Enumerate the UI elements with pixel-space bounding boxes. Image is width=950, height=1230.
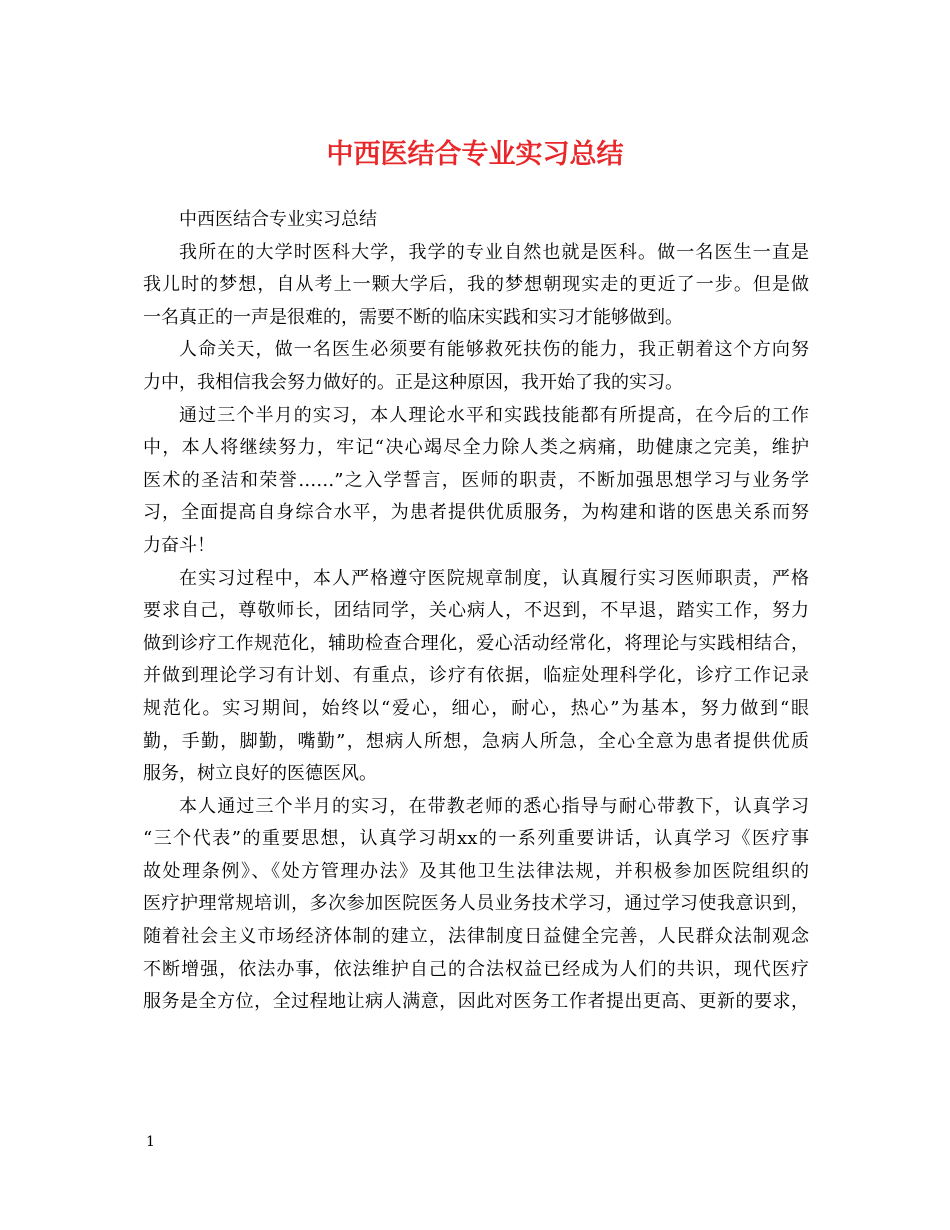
text-line: 人命关天，做一名医生必须要有能够救死扶伤的能力，我正朝着这个方向努 [179,339,809,361]
text-line: 力中，我相信我会努力做好的。正是这种原因，我开始了我的实习。 [143,371,683,393]
text-line: 一名真正的一声是很难的，需要不断的临床实践和实习才能够做到。 [143,306,683,328]
text-line: 我儿时的梦想，自从考上一颗大学后，我的梦想朝现实走的更近了一步。但是做 [143,274,809,296]
text-line: 我所在的大学时医科大学，我学的专业自然也就是医科。做一名医生一直是 [179,241,809,263]
text-line: “三个代表”的重要思想，认真学习胡xx的一系列重要讲话，认真学习《医疗事 [143,828,809,850]
document-title: 中西医结合专业实习总结 [326,139,624,170]
text-line: 习，全面提高自身综合水平，为患者提供优质服务，为构建和谐的医患关系而努 [143,502,809,524]
text-line: 在实习过程中，本人严格遵守医院规章制度，认真履行实习医师职责，严格 [179,567,809,589]
text-line: 力奋斗！ [143,534,215,556]
text-line: 随着社会主义市场经济体制的建立，法律制度日益健全完善，人民群众法制观念 [143,926,809,948]
text-line: 中，本人将继续努力，牢记“决心竭尽全力除人类之病痛，助健康之完美，维护 [143,437,809,459]
text-line: 服务，树立良好的医德医风。 [143,763,377,785]
text-line: 本人通过三个半月的实习，在带教老师的悉心指导与耐心带教下，认真学习 [179,795,809,817]
page-number: 1 [146,1134,155,1150]
text-line: 勤，手勤，脚勤，嘴勤”，想病人所想，急病人所急，全心全意为患者提供优质 [143,730,809,752]
text-line: 医术的圣洁和荣誉……”之入学誓言，医师的职责，不断加强思想学习与业务学 [143,469,809,491]
document-body [143,204,809,1019]
text-line: 并做到理论学习有计划、有重点，诊疗有依据，临症处理科学化，诊疗工作记录 [143,665,809,687]
text-line: 中西医结合专业实习总结 [179,209,377,230]
text-line: 规范化。实习期间，始终以“爱心，细心，耐心，热心”为基本，努力做到“眼 [143,697,809,719]
text-line: 不断增强，依法办事，依法维护自己的合法权益已经成为人们的共识，现代医疗 [143,958,809,980]
text-line: 通过三个半月的实习，本人理论水平和实践技能都有所提高，在今后的工作 [179,404,809,426]
text-line: 故处理条例》、《处方管理办法》及其他卫生法律法规，并积极参加医院组织的 [143,860,809,882]
text-line: 做到诊疗工作规范化，辅助检查合理化，爱心活动经常化，将理论与实践相结合， [143,632,809,654]
text-line: 医疗护理常规培训，多次参加医院医务人员业务技术学习，通过学习使我意识到， [143,893,809,915]
text-line: 服务是全方位，全过程地让病人满意，因此对医务工作者提出更高、更新的要求， [143,991,809,1013]
text-line: 要求自己，尊敬师长，团结同学，关心病人，不迟到，不早退，踏实工作，努力 [143,600,809,622]
